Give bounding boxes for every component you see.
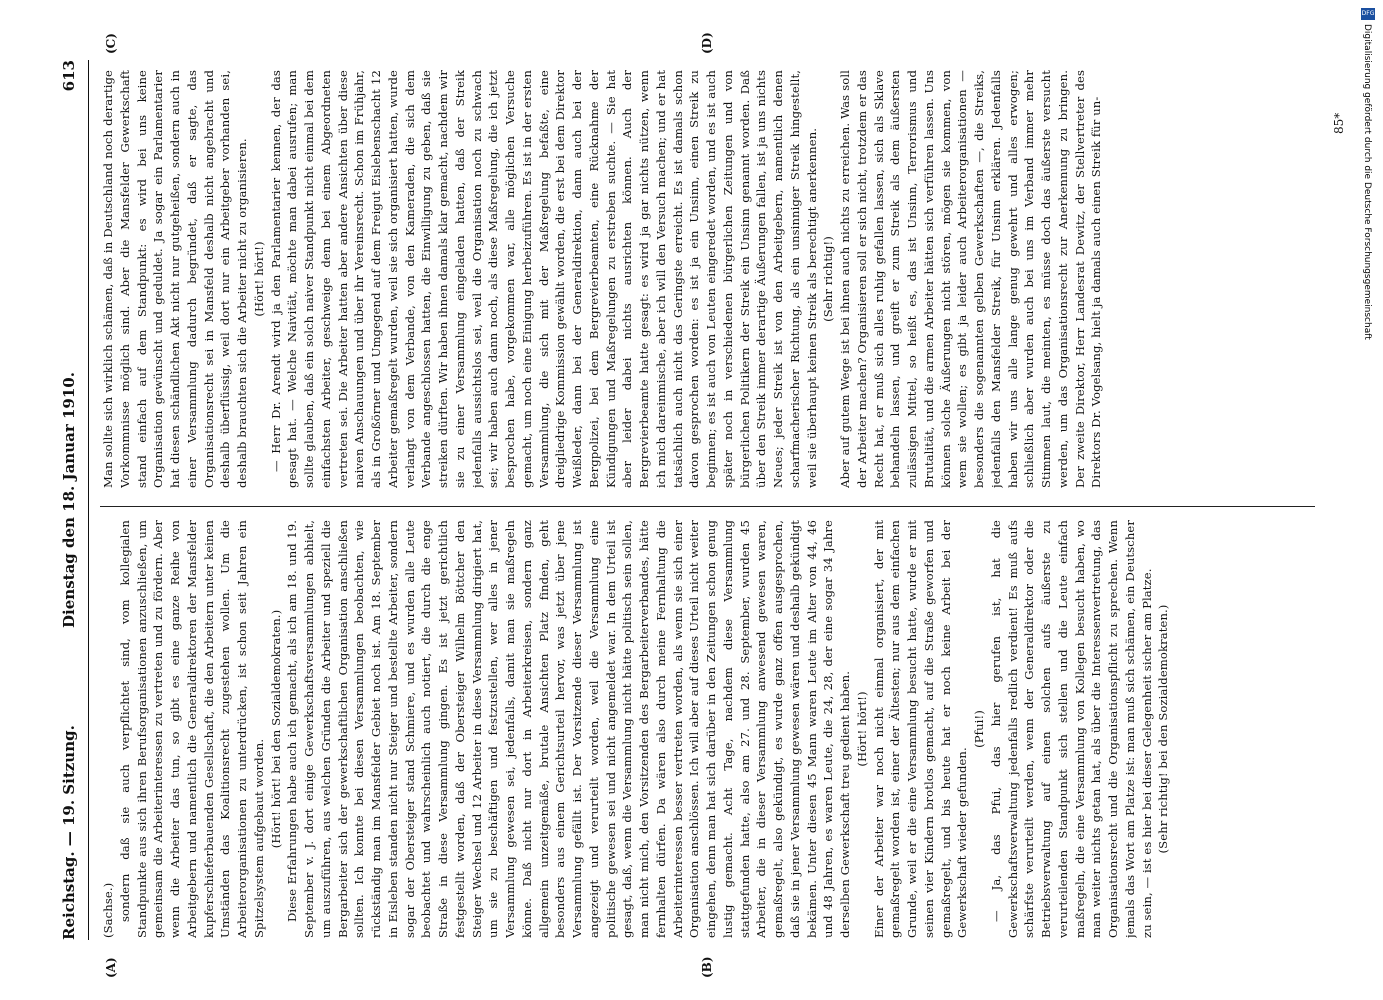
left-column-paragraph: — Ja, das Pfui, das hier gerufen ist, hat die Gewerkschaftsverwaltung jedenfalls redlich verdient! Es muß aufs schärfste verurteilt werden, wenn der Generaldirektor oder die Betriebsverwaltung auf einen solchen aufs äußerste zu verurteilenden Standpunkt sich stellen und die Leute einfach maßregeln, die eine Versammlung von Kollegen besucht haben, wo man weiter nichts getan hat, als über die Interessenvertretung, das Organisationsrecht und die Organisationspflicht zu sprechen. Wenn jemals das Wort am Platze ist: man muß sich schämen, ein Deutscher zu sein, — ist es hier bei dieser Gelegenheit sicher am Platze. (988, 520, 1154, 938)
right-text-column (100, 70, 1315, 488)
right-column-paragraph: Aber auf gutem Wege ist bei ihnen auch nichts zu erreichen. Was soll der Arbeiter machen? Organisieren soll er sich nicht, trotzdem er das Recht hat, er muß sich alles ruhig gefallen lassen, sich als Sklave behandeln lassen, und greift er zum Streik als dem äußersten zulässigen Mittel, so heißt es, das ist Unsinn, Terrorismus und Brutalität, und die armen Arbeiter hätten sich verführen lassen. Uns können solche Äußerungen nicht stören, mögen sie kommen, von wem sie wollen; es gibt ja leider auch Arbeiterorganisationen — besonders die sogenannten gelben Gewerkschaften —, die Streiks, jedenfalls den Mansfelder Streik, für Unsinn erklären. Jedenfalls haben wir uns alle lange genug gewehrt und alles erwogen; schließlich aber wurden auch bei uns im Verband immer mehr Stimmen laut, die meinten, es müsse doch das äußerste versucht werden, um das Organisationsrecht zur Anerkennung zu bringen. Der zweite Direktor, Herr Landesrat Dewitz, der Stellvertreter des Direktors Dr. Vogelsang, hielt ja damals auch einen Streik für un- (838, 70, 1104, 488)
left-column-paragraph: sondern daß sie auch verpflichtet sind, vom kollegialen Standpunkte aus sich ihren Berufsorganisationen anzuschließen, um gemeinsam die Arbeiterinteressen zu vertreten und zu fördern. Aber wenn die Arbeiter das tun, so gibt es eine ganze Reihe von Arbeitgebern und namentlich die Generaldirektoren der Mansfelder kupferschieferbauenden Gesellschaft, die den Arbeitern unter keinen Umständen das Koalitionsrecht zugestehen wollen. Um die Arbeiterorganisationen zu unterdrücken, ist schon seit Jahren ein Spitzelsystem aufgebaut worden. (117, 520, 266, 938)
left-column-paragraph: (Hört! hört!) (854, 691, 869, 767)
header-session: Reichstag. — 19. Sitzung. (60, 725, 78, 940)
digitization-notice (1358, 24, 1376, 624)
left-column-paragraph: (Sehr richtig! bei den Sozialdemokraten.) (1156, 604, 1171, 854)
right-column-paragraph: (Sehr richtig!) (821, 236, 836, 322)
column-divider (100, 506, 1315, 507)
right-column-paragraph: (Hört! hört!) (251, 241, 266, 317)
sheet-signature: 85* (1332, 112, 1346, 134)
left-column-paragraph: (Hört! hört! bei den Sozialdemokraten.) (268, 609, 283, 849)
margin-marker-c: (C) (104, 33, 118, 54)
left-text-column (100, 520, 1315, 938)
left-column-paragraph: Einer der Arbeiter war noch nicht einmal organisiert, der mit gemaßregelt worden ist, einer der Ältesten; nur aus dem einfachen Grunde, weil er die eine Versammlung besucht hatte, wurde er mit seinen vier Kindern brotlos gemacht, auf die Straße geworfen und gemaßregelt, und bis heute hat er noch keine Arbeit bei der Gewerkschaft wieder gefunden. (871, 520, 970, 938)
left-column-paragraph: (Pfui!) (972, 710, 986, 748)
dfg-logo: DFG (1361, 8, 1375, 20)
page-number: 613 (60, 60, 78, 92)
left-column-paragraph: (Sachse.) (101, 882, 115, 938)
margin-marker-a: (A) (104, 957, 118, 978)
page-header (52, 60, 89, 940)
margin-marker-d: (D) (700, 32, 714, 54)
right-column-paragraph: — Herr Dr. Arendt wird ja den Parlamentarier kennen, der das gesagt hat. — Welche Naivität, möchte man dabei ausrufen; man sollte glauben, daß ein solch naiver Standpunkt nicht einmal bei dem einfachsten Arbeiter, geschweige denn bei einem Abgeordneten vertreten sei. Die Arbeiter hatten aber andere Ansichten über diese naiven Anschauungen und über ihr Vereinsrecht. Schon im Frühjahr, als in Großörner und Umgegend auf dem Freigut Eislebenschacht 12 Arbeiter gemaßregelt wurden, weil sie sich organisiert hatten, wurde verlangt von dem Verbande, von den Kameraden, die sich dem Verbande angeschlossen hatten, die Einwilligung zu geben, daß sie streiken dürften. Wir haben ihnen damals klar gemacht, nachdem wir sie zu einer Versammlung eingeladen hatten, daß der Streik jedenfalls aussichtslos sei, weil die Organisation noch zu schwach sei; wir haben auch dann noch, als diese Maßregelung, die ich jetzt besprochen habe, vorgekommen war, alle möglichen Versuche gemacht, um noch eine Einigung herbeizuführen. Es ist in der ersten Versammlung, die sich mit der Maßregelung befaßte, eine dreigliedrige Kommission gewählt worden, die erst bei dem Direktor Weißleder, dann bei der Generaldirektion, dann auch bei der Bergpolizei, bei dem Bergrevierbeamten, eine Rücknahme der Kündigungen und Maßregelungen zu erstreben suchte. — Sie hat aber leider dabei nichts ausrichten können. Auch der Bergrevierbeamte hatte gesagt: es wird ja gar nichts nützen, wenn ich mich dareinmische, aber ich will den Versuch machen; und er hat tatsächlich auch nicht das Geringste erreicht. Es ist damals schon davon gesprochen worden: es ist ja ein Unsinn, einen Streik zu beginnen; es ist auch von Leuten eingeredet worden, und es ist auch später noch in verschiedenen bürgerlichen Zeitungen und von bürgerlichen Politikern der Streik ein Unsinn genannt worden. Daß über den Streik immer derartige Äußerungen fallen, ist ja uns nichts Neues; jeder Streik ist von den Arbeitgebern, namentlich denen scharfmacherischer Richtung, als ein unsinniger Streik hingestellt, weil sie überhaupt keinen Streik als berechtigt anerkennen. (268, 70, 819, 488)
right-column-paragraph: Man sollte sich wirklich schämen, daß in Deutschland noch derartige Vorkommnisse möglich sind. Aber die Mansfelder Gewerkschaft stand einfach auf dem Standpunkt: es wird bei uns keine Organisation gewünscht und geduldet. Ja sogar ein Parlamentarier hat diesen schändlichen Akt nicht nur gutgeheißen, sondern auch in einer Versammlung dadurch begründet, daß er sagte, das Organisationsrecht sei in Mansfeld deshalb nicht angebracht und deshalb überflüssig, weil dort nur ein Arbeitgeber vorhanden sei, deshalb brauchten sich die Arbeiter nicht zu organisieren. (101, 70, 249, 488)
digitization-notice-text: Digitalisierung gefördert durch die Deutsche Forschungsgemeinschaft (1362, 24, 1372, 340)
header-date: Dienstag den 18. Januar 1910. (60, 372, 78, 628)
margin-marker-b: (B) (700, 956, 714, 978)
left-column-paragraph: Diese Erfahrungen habe auch ich gemacht, als ich am 18. und 19. September v. J. dort einige Gewerkschaftsversammlungen abhielt, um auszuführen, aus welchen Gründen die Arbeiter und speziell die Bergarbeiter sich der gewerkschaftlichen Organisation anschließen sollten. Ich konnte bei diesen Versammlungen beobachten, wie rückständig man im Mansfelder Gebiet noch ist. Am 18. September in Eisleben standen nicht nur Steiger und bestellte Arbeiter, sondern sogar der Obersteiger stand Schmiere, und es wurden alle Leute beobachtet und wahrscheinlich auch notiert, die durch die enge Straße in diese Versammlung gingen. Es ist jetzt gerichtlich festgestellt worden, daß der Obersteiger Wilhelm Böttcher den Steiger Wechsel und 12 Arbeiter in diese Versammlung dirigiert hat, um sie zu beschäftigen und festzustellen, wer alles in jener Versammlung gewesen sei, jedenfalls, damit man sie maßregeln könne. Daß nicht nur dort in Arbeiterkreisen, sondern ganz allgemein unzeitgemäße, brutale Ansichten Platz finden, geht besonders aus einem Gerichtsurteil hervor, was jetzt über jene Versammlung gefällt ist. Der Vorsitzende dieser Versammlung ist angezeigt und verurteilt worden, weil die Versammlung eine politische gewesen sei und nicht angemeldet war. In dem Urteil ist gesagt, daß, wenn die Versammlung nicht hätte politisch sein sollen, man nicht mich, den Vorsitzenden des Bergarbeiterverbandes, hätte fernhalten dürfen. Da wären also durch meine Fernhaltung die Arbeiterinteressen besser vertreten worden, als wenn sie sich einer Organisation anschlössen. Ich will aber auf dieses Urteil nicht weiter eingehen, denn man hat sich darüber in den Zeitungen schon genug lustig gemacht. Acht Tage, nachdem diese Versammlung stattgefunden hatte, also am 27. und 28. September, wurden 45 Arbeiter, die in dieser Versammlung anwesend gewesen waren, gemaßregelt, also gekündigt, es wurde ganz offen ausgesprochen, daß sie in jener Versammlung gewesen wären und deshalb gekündigt bekämen. Unter diesen 45 Mann waren Leute im Alter von 44, 46 und 48 Jahren, es waren Leute, die 24, 28, der eine sogar 34 Jahre derselben Gewerkschaft treu gedient haben. (285, 520, 852, 938)
